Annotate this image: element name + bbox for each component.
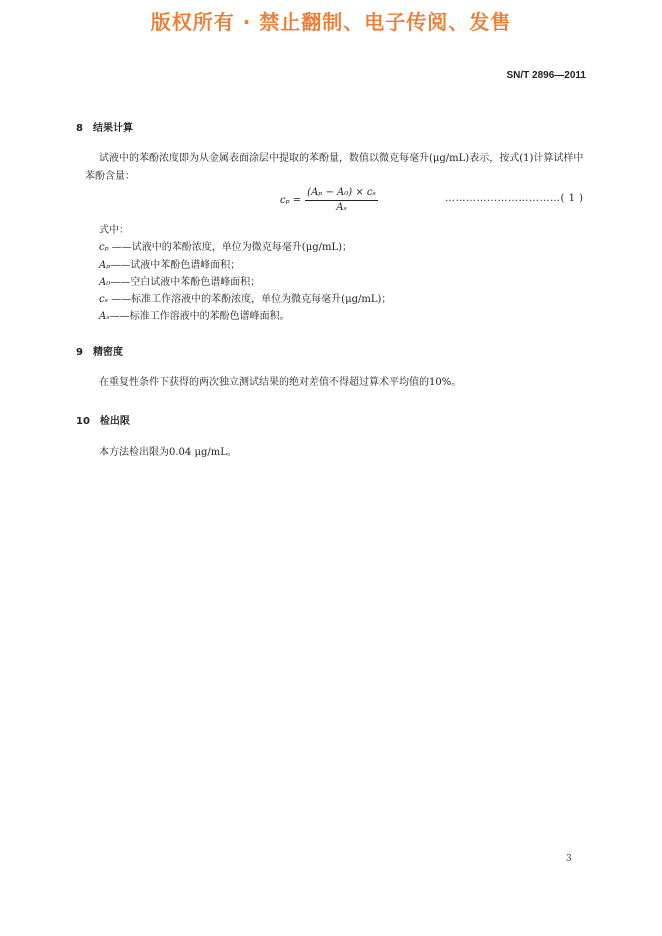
section-title: 精密度 (92, 347, 123, 358)
legend-item (99, 238, 352, 253)
legend-symbol: cₛ (99, 294, 108, 305)
section-8-heading (76, 119, 133, 134)
section-title: 检出限 (99, 416, 130, 427)
section-10-paragraph: 本方法检出限为0.04 μg/mL。 (99, 447, 237, 458)
legend-text: ——标准工作溶液中的苯酚浓度，单位为微克每毫升(μg/mL)； (107, 294, 392, 305)
formula-numerator: (Aₚ − A₀) × cₛ (305, 186, 378, 201)
legend-item (99, 290, 391, 305)
legend-symbol: Aₚ (99, 260, 111, 271)
formula-denominator: Aₛ (336, 202, 347, 213)
section-9-paragraph: 在重复性条件下获得的两次独立测试结果的绝对差值不得超过算术平均值的10%。 (99, 377, 462, 388)
legend-text: ——试液中苯酚色谱峰面积； (110, 260, 241, 271)
formula-1 (280, 186, 378, 215)
section-title: 结果计算 (92, 123, 133, 134)
watermark-banner: 版权所有 · 禁止翻制、电子传阅、发售 (150, 10, 512, 34)
legend-item (99, 273, 260, 288)
where-label: 式中： (99, 225, 129, 236)
standard-code: SN/T 2896—2011 (506, 70, 586, 81)
section-number: 8 (76, 123, 83, 134)
legend-text: ——空白试液中苯酚色谱峰面积； (110, 277, 261, 288)
page-number: 3 (566, 854, 572, 864)
formula-fraction (305, 186, 378, 215)
legend-symbol: cₚ (99, 242, 109, 253)
section-9-heading (76, 343, 123, 358)
legend-item (99, 307, 290, 322)
section-8-paragraph: 试液中的苯酚浓度即为从金属表面涂层中提取的苯酚量，数值以微克每毫升(μg/mL)表示，按式(1)计算试样中苯酚含量： (85, 153, 584, 182)
legend-text: ——试液中的苯酚浓度，单位为微克每毫升(μg/mL)； (108, 242, 352, 253)
legend-item (99, 256, 240, 271)
section-10-heading (76, 412, 130, 427)
equation-number: ……………………………( 1 ) (445, 193, 584, 204)
section-number: 10 (76, 416, 90, 427)
legend-symbol: A₀ (99, 277, 111, 288)
legend-symbol: Aₛ (99, 311, 110, 322)
section-number: 9 (76, 347, 83, 358)
legend-text: ——标准工作溶液中的苯酚色谱峰面积。 (109, 311, 290, 322)
formula-lhs: cₚ = (280, 195, 302, 206)
